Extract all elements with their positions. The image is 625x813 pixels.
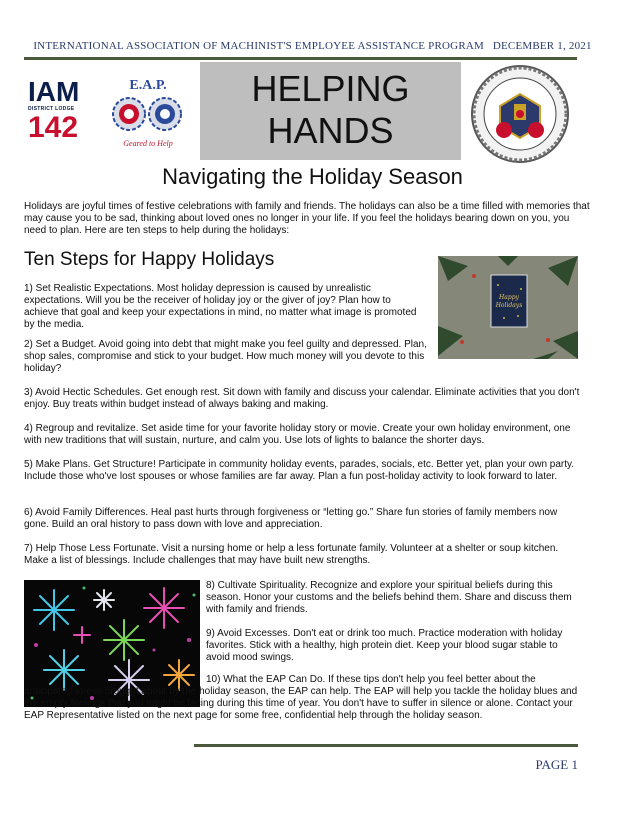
steps-heading: Ten Steps for Happy Holidays (24, 249, 275, 270)
step-4: 4) Regroup and revitalize. Set aside time for your favorite holiday story or movie. Create your own holiday environment, one with new traditions that will sustain, nurture, and calm you. Use lots of lights to balance the shorter days. (24, 423, 571, 446)
eap-logo (108, 78, 188, 158)
step-8: 8) Cultivate Spirituality. Recognize and explore your spiritual beliefs during this season. Honor your customs and the beliefs behind them. Share and discuss them with family and friends. (206, 580, 572, 615)
article-title: Navigating the Holiday Season (162, 164, 463, 189)
header-rule (24, 57, 577, 60)
intro-paragraph: Holidays are joyful times of festive celebrations with family and friends. The holidays can also be a time filled with memories that may cause you to be sad, thinking about loved ones no longer in your life. If you feel the holidays bearing down on you, you need to plan. Here are ten steps to help during the holidays: (24, 201, 590, 236)
holiday-card-image (438, 256, 578, 359)
step-5: 5) Make Plans. Get Structure! Participate in community holiday events, parades, socials, etc. Better yet, plan your own party. Include those who've lost spouses or whose families are far away. Plan a fun post-holiday activity to look forward to later. (24, 459, 575, 482)
machinists-seal-icon (470, 64, 570, 164)
org-name: INTERNATIONAL ASSOCIATION OF MACHINIST'S EMPLOYEE ASSISTANCE PROGRAM (33, 40, 484, 52)
banner-line-1: HELPING (251, 68, 410, 109)
card-text-line2: Holidays (495, 302, 523, 309)
eap-tagline: Geared to Help (123, 139, 173, 148)
step-6: 6) Avoid Family Differences. Heal past hurts through forgiveness or “letting go.” Share fun stories of family members now gone. Build an oral history to pass down with love and appreciation. (24, 507, 558, 530)
eap-gears-icon (109, 94, 187, 134)
holiday-card-photo (438, 256, 578, 359)
newsletter-header (0, 40, 625, 52)
iam-logo-subtitle: DISTRICT LODGE (28, 106, 75, 112)
eap-logo-title: E.A.P. (129, 78, 167, 93)
step-2: 2) Set a Budget. Avoid going into debt that might make you feel guilty and depressed. Plan, shop sales, compromise and stick to your budget. How much money will you devote to this holiday? (24, 339, 427, 374)
page-number: PAGE 1 (535, 757, 578, 772)
issue-date: DECEMBER 1, 2021 (492, 40, 592, 52)
step-1: 1) Set Realistic Expectations. Most holiday depression is caused by unrealistic expectations. Will you be the receiver of holiday joy or the giver of joy? Plan how to achieve that goal and keep your expectations in mind, no matter what image is promoted by the media. (24, 283, 417, 330)
footer-rule (194, 744, 578, 747)
banner-line-2: HANDS (267, 110, 394, 151)
step-7: 7) Help Those Less Fortunate. Visit a nursing home or help a less fortunate family. Volunteer at a shelter or soup kitchen. Make a list of blessings. Include challenges that may have built new strengths. (24, 543, 559, 566)
step-10: 10) What the EAP Can Do. If these tips don't help you feel better about the anticipated stress brought about by the holiday season, the EAP can help. The EAP will help you tackle the holiday blues and the empty feelings that you might be facing during this time of year. You don't have to suffer in silence or alone. Contact your EAP Representative listed on the next page for some free, confidential help through the holiday season. (24, 674, 578, 721)
card-text-line1: Happy (499, 294, 519, 301)
step-9: 9) Avoid Excesses. Don't eat or drink too much. Practice moderation with holiday favorites. Stick with a healthy, high protein diet. Keep your blood sugar stable to avoid mood swings. (206, 628, 563, 663)
iam-logo-text: IAM (28, 76, 80, 107)
iam-district-logo (28, 78, 94, 148)
iam-lodge-number: 142 (28, 111, 79, 144)
step-3: 3) Avoid Hectic Schedules. Get enough rest. Sit down with family and discuss your calendar. Eliminate activities that you don't enjoy. Buy treats within budget instead of always baking and making. (24, 387, 580, 410)
helping-hands-banner (200, 62, 461, 160)
